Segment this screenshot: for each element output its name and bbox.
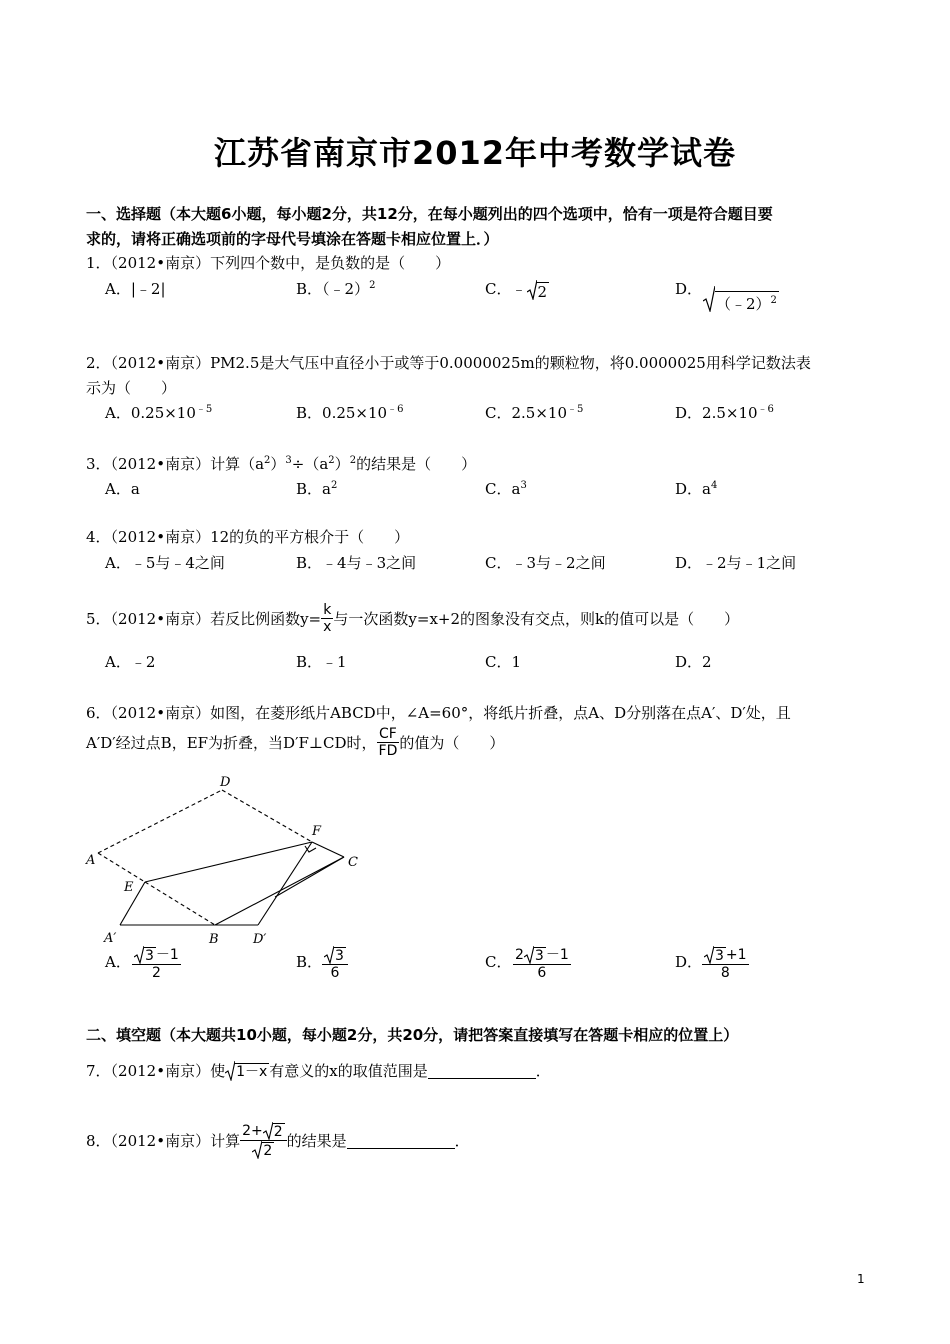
q7-answer-blank[interactable]	[428, 1062, 536, 1079]
dashed-edge-eb	[145, 882, 215, 925]
q2-stem-line2: 示为（ ）	[86, 379, 177, 397]
dashed-edge-df	[222, 790, 312, 842]
q6-option-a-label[interactable]: A．	[105, 953, 131, 971]
q6-stem-line2: A′D′经过点B，EF为折叠，当D′F⊥CD时， $\frac{CF}{FD}$ 的值为（ ）	[86, 726, 505, 760]
radical-sign: （﹣2）$^2$	[703, 286, 779, 312]
radical-sign: 1－x	[225, 1061, 269, 1081]
label-a-prime: A′	[104, 931, 117, 946]
q3-option-c[interactable]: C．$a^3$	[485, 480, 527, 498]
q1-option-d-expr	[703, 286, 779, 312]
section1-heading-line1: 一、选择题（本大题6小题，每小题2分，共12分，在每小题列出的四个选项中，恰有一项是符合题目要	[86, 205, 773, 223]
q2-stem-line1: 2．（2012•南京）PM2.5是大气压中直径小于或等于0.0000025m的颗粒物，将0.0000025用科学记数法表	[86, 354, 811, 372]
edge-fd-prime	[258, 842, 312, 925]
q3-stem: 3．（2012•南京）计算$(a^2)^3\div(a^2)^2$的结果是（ ）	[86, 455, 477, 473]
fraction-k-over-x: $\frac{k}{x}$	[323, 602, 332, 636]
q8-answer-blank[interactable]	[347, 1132, 455, 1149]
q1-option-a[interactable]: A．|﹣2|	[105, 280, 166, 298]
label-b: B	[209, 932, 219, 947]
q4-option-c[interactable]: C．﹣3与﹣2之间	[485, 554, 606, 572]
q4-option-b[interactable]: B．﹣4与﹣3之间	[296, 554, 417, 572]
q1-option-c[interactable]: C．﹣ 2	[485, 280, 548, 301]
q8-stem: 8．（2012•南京）计算 2+ 2 2 的结果是 ．	[86, 1123, 470, 1159]
label-e: E	[124, 880, 134, 895]
q6-option-c[interactable]: 2 3 －1 6	[515, 947, 569, 981]
section2-heading: 二、填空题（本大题共10小题，每小题2分，共20分，请把答案直接填写在答题卡相应的位置上）	[86, 1026, 739, 1044]
q6-stem-line1: 6．（2012•南京）如图，在菱形纸片ABCD中，∠A=60°，将纸片折叠，点A、D分别落在点A′、D′处，且	[86, 704, 791, 722]
q3-option-b[interactable]: B．$a^2$	[296, 480, 338, 498]
q3-option-d[interactable]: D．$a^4$	[675, 480, 718, 498]
q2-option-c[interactable]: C．$2.5\times 10^{﹣5}$	[485, 404, 584, 422]
q6-option-d[interactable]: 3 +1 8	[702, 946, 749, 981]
label-a: A	[86, 853, 96, 868]
q4-option-d[interactable]: D．﹣2与﹣1之间	[675, 554, 797, 572]
q6-option-c-label[interactable]: C．	[485, 953, 512, 971]
fold-line-ef	[145, 842, 312, 882]
q5-option-c[interactable]: C．1	[485, 653, 522, 671]
q2-option-d[interactable]: D．$2.5\times 10^{﹣6}$	[675, 404, 774, 422]
q5-option-a[interactable]: A．﹣2	[105, 653, 156, 671]
q1-stem: 1．（2012•南京）下列四个数中，是负数的是（ ）	[86, 254, 451, 272]
q1-option-b[interactable]: B．（﹣2）$^2$	[296, 280, 376, 298]
q6-option-b[interactable]: $\frac{3}{6}$	[322, 946, 348, 981]
label-f: F	[312, 824, 322, 839]
edge-fc	[312, 842, 344, 857]
q5-option-b[interactable]: B．﹣1	[296, 653, 347, 671]
q6-option-a[interactable]: 3 －1 2	[132, 946, 181, 981]
q1-option-d[interactable]: D．	[675, 280, 703, 298]
dashed-edge-ad	[98, 790, 222, 853]
radical-sign: 2	[527, 280, 550, 300]
q4-stem: 4．（2012•南京）12的负的平方根介于（ ）	[86, 528, 410, 546]
q3-option-a[interactable]: A．a	[105, 480, 140, 498]
rhombus-fold-figure	[82, 770, 372, 950]
q5-option-d[interactable]: D．2	[675, 653, 712, 671]
q2-option-b[interactable]: B．$0.25\times 10^{﹣6}$	[296, 404, 404, 422]
q2-option-a[interactable]: A．$0.25\times 10^{﹣5}$	[105, 404, 213, 422]
fraction-cf-over-fd: $\frac{CF}{FD}$	[378, 726, 398, 760]
q6-option-b-label[interactable]: B．	[296, 953, 323, 971]
q6-option-d-label[interactable]: D．	[675, 953, 703, 971]
label-d-prime: D′	[253, 932, 267, 947]
dashed-edge-ae	[98, 853, 145, 882]
page-number: 1	[857, 1272, 865, 1286]
label-d: D	[220, 775, 231, 790]
page-title: 江苏省南京市2012年中考数学试卷	[213, 134, 737, 172]
fraction-q8: 2+ 2 2	[240, 1122, 287, 1159]
q4-option-a[interactable]: A．﹣5与﹣4之间	[105, 554, 225, 572]
q5-stem: 5．（2012•南京）若反比例函数y= $\frac{k}{x}$ 与一次函数y=x+2的图象没有交点，则k的值可以是（ ）	[86, 602, 740, 636]
label-c: C	[348, 855, 358, 870]
section1-heading-line2: 求的，请将正确选项前的字母代号填涂在答题卡相应位置上．）	[86, 230, 499, 248]
q7-stem: 7．（2012•南京）使 1－x 有意义的x的取值范围是 ．	[86, 1062, 551, 1081]
